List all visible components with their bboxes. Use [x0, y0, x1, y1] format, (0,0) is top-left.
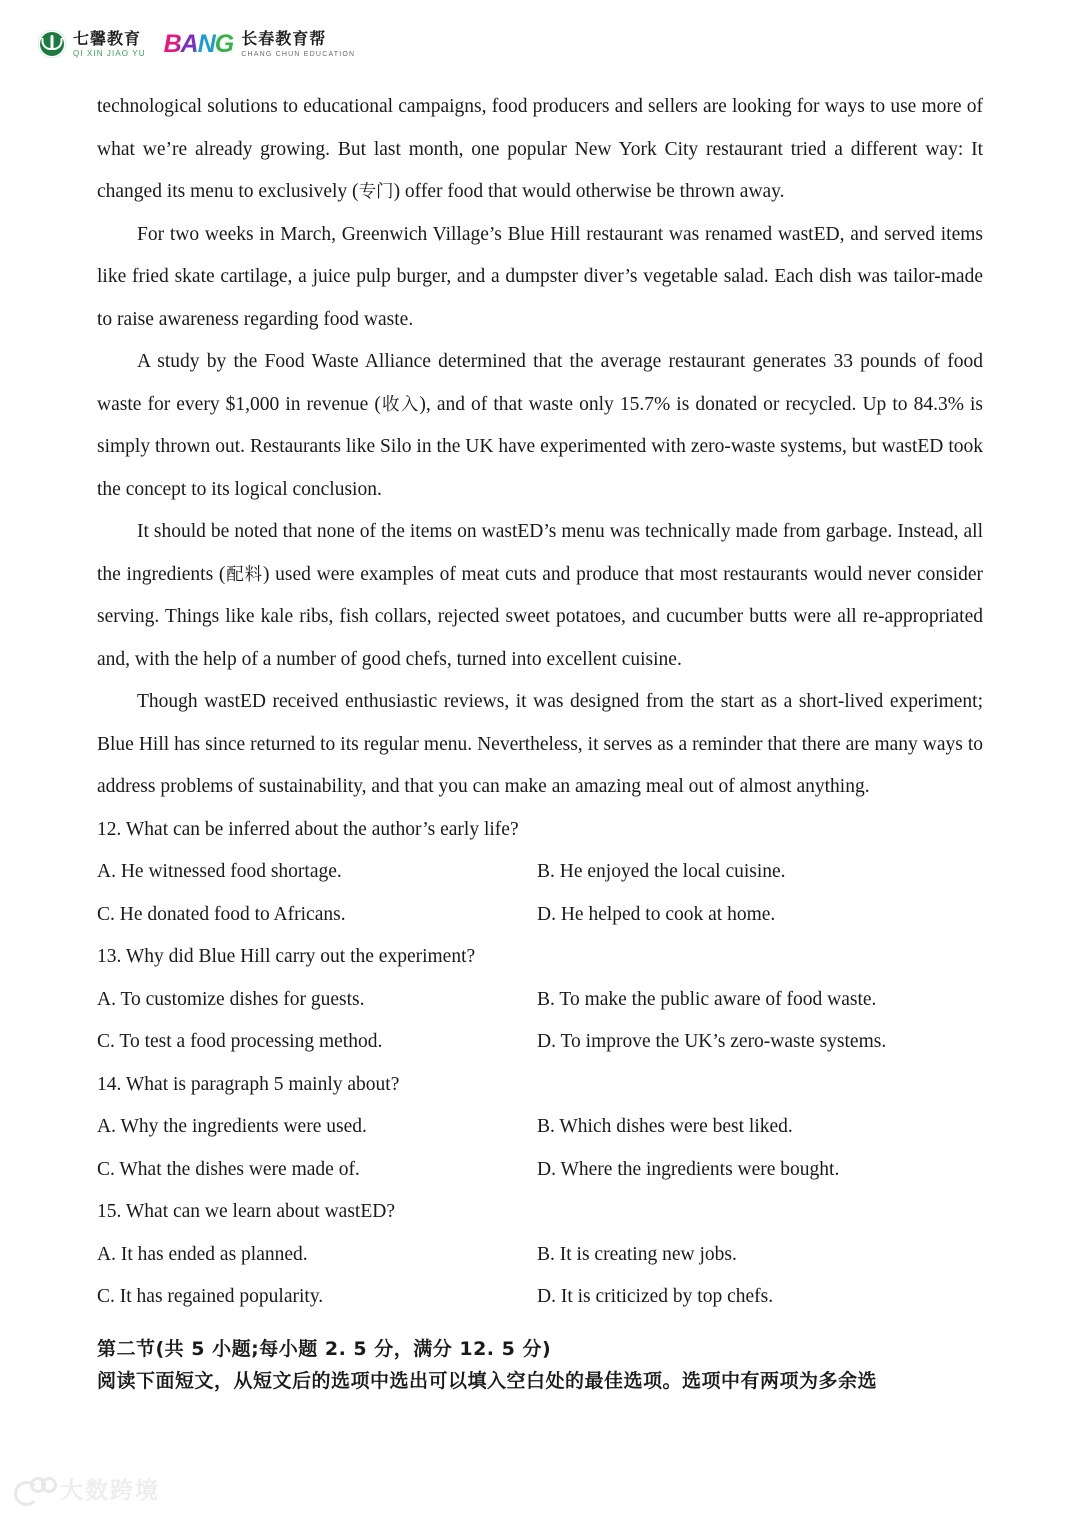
chinese-gloss: 收入	[380, 394, 420, 415]
logo-bang-chinese: 长春教育帮	[241, 28, 327, 48]
passage-paragraph	[97, 341, 983, 511]
question-list	[97, 809, 983, 1319]
passage-text-run: ), and of that waste only 15.7% is donated or recycled. Up to 84.3% is simply thrown out. Restaurants like Silo in the UK have experimented with zero-waste systems, but wastED took the concept to its logical conclusion.	[97, 393, 984, 500]
passage-paragraph	[97, 681, 983, 809]
question-option[interactable]: A. To customize dishes for guests.	[97, 988, 365, 1010]
question-stem: 14. What is paragraph 5 mainly about?	[97, 1073, 400, 1095]
question-option[interactable]: C. To test a food processing method.	[97, 1031, 383, 1052]
passage-text-run: ) offer food that would otherwise be thrown away.	[393, 181, 785, 202]
leaf-circle-icon	[38, 30, 66, 58]
watermark-label: 大数跨境	[60, 1478, 160, 1504]
logo-qixin-chinese: 七馨教育	[73, 28, 142, 48]
question-options	[97, 979, 983, 1064]
passage-text-run: technological solutions to educational campaigns, food producers and sellers are looking for ways to use more of what we’re already growing. But last month, one popular New York City restaurant tried a different way: It changed its menu to exclusively (	[97, 96, 983, 202]
chinese-gloss: 专门	[358, 182, 394, 202]
document-page	[97, 86, 983, 1397]
logo-qixin-education	[38, 30, 146, 58]
passage-text-run: A study by the Food Waste Alliance determined that the average restaurant generates 33 pounds of food waste for every $1,000 in revenue (	[97, 351, 983, 415]
question-option[interactable]: A. He witnessed food shortage.	[97, 861, 342, 882]
question-block	[97, 1064, 983, 1192]
passage-paragraph	[97, 214, 983, 342]
watermark	[14, 1472, 160, 1505]
question-option[interactable]: C. It has regained popularity.	[97, 1286, 324, 1307]
question-option[interactable]: A. Why the ingredients were used.	[97, 1116, 367, 1137]
question-option[interactable]: C. What the dishes were made of.	[97, 1158, 360, 1180]
question-options	[97, 851, 983, 936]
question-option[interactable]: C. He donated food to Africans.	[97, 903, 346, 925]
question-option[interactable]: B. Which dishes were best liked.	[537, 1116, 793, 1137]
logo-bang-english: CHANG CHUN EDUCATION	[241, 50, 356, 58]
logo-bang-text	[241, 28, 356, 58]
passage-text-run: For two weeks in March, Greenwich Village’s Blue Hill restaurant was renamed wastED, and served items like fried skate cartilage, a juice pulp burger, and a dumpster diver’s vegetable salad. Each dish was tailor-made to raise awareness regarding food waste.	[97, 223, 983, 330]
question-option[interactable]: D. He helped to cook at home.	[537, 903, 776, 925]
question-stem: 15. What can we learn about wastED?	[97, 1201, 395, 1222]
logo-changchun-education-bang	[163, 28, 356, 58]
section-two-chinese	[97, 1333, 983, 1397]
passage-text-run: Though wastED received enthusiastic reviews, it was designed from the start as a short-lived experiment; Blue Hill has since returned to its regular menu. Nevertheless, it serves as a reminder that there are many ways to address problems of sustainability, and that you can make an amazing meal out of almost anything.	[97, 691, 983, 797]
question-option[interactable]: B. To make the public aware of food waste.	[537, 988, 877, 1010]
question-option[interactable]: D. Where the ingredients were bought.	[537, 1158, 840, 1180]
passage-paragraph	[97, 86, 983, 214]
passage-text-run: It should be noted that none of the items on wastED’s menu was technically made from garbage. Instead, all the ingredients (	[97, 521, 983, 585]
passage-text-run: ) used were examples of meat cuts and produce that most restaurants would never consider serving. Things like kale ribs, fish collars, rejected sweet potatoes, and cucumber butts were all re-appropriated and, with the help of a number of good chefs, turned into excellent cuisine.	[97, 563, 984, 670]
question-option[interactable]: B. He enjoyed the local cuisine.	[537, 861, 786, 882]
question-options	[97, 1234, 983, 1319]
section-two-instruction: 阅读下面短文，从短文后的选项中选出可以填入空白处的最佳选项。选项中有两项为多余选	[97, 1369, 878, 1392]
question-option[interactable]: D. To improve the UK’s zero-waste systems.	[537, 1031, 887, 1052]
logo-qixin-text	[73, 28, 146, 58]
bang-wordmark-icon: BANG	[163, 29, 234, 58]
question-stem: 12. What can be inferred about the author’s early life?	[97, 818, 519, 840]
question-options	[97, 1106, 983, 1191]
question-option[interactable]: A. It has ended as planned.	[97, 1243, 308, 1265]
section-two-heading: 第二节(共 5 小题;每小题 2. 5 分，满分 12. 5 分)	[97, 1337, 552, 1360]
question-option[interactable]: D. It is criticized by top chefs.	[537, 1286, 774, 1307]
question-option[interactable]: B. It is creating new jobs.	[537, 1243, 737, 1265]
question-stem: 13. Why did Blue Hill carry out the experiment?	[97, 946, 476, 967]
logo-qixin-english: QI XIN JIAO YU	[73, 48, 146, 58]
chinese-gloss: 配料	[225, 564, 263, 585]
question-block	[97, 1191, 983, 1319]
header-logo-bar	[38, 24, 355, 64]
dashu-kuajing-logo-icon	[14, 1476, 52, 1502]
question-block	[97, 936, 983, 1064]
passage-paragraph	[97, 511, 983, 681]
reading-passage	[97, 86, 983, 809]
question-block	[97, 809, 983, 937]
